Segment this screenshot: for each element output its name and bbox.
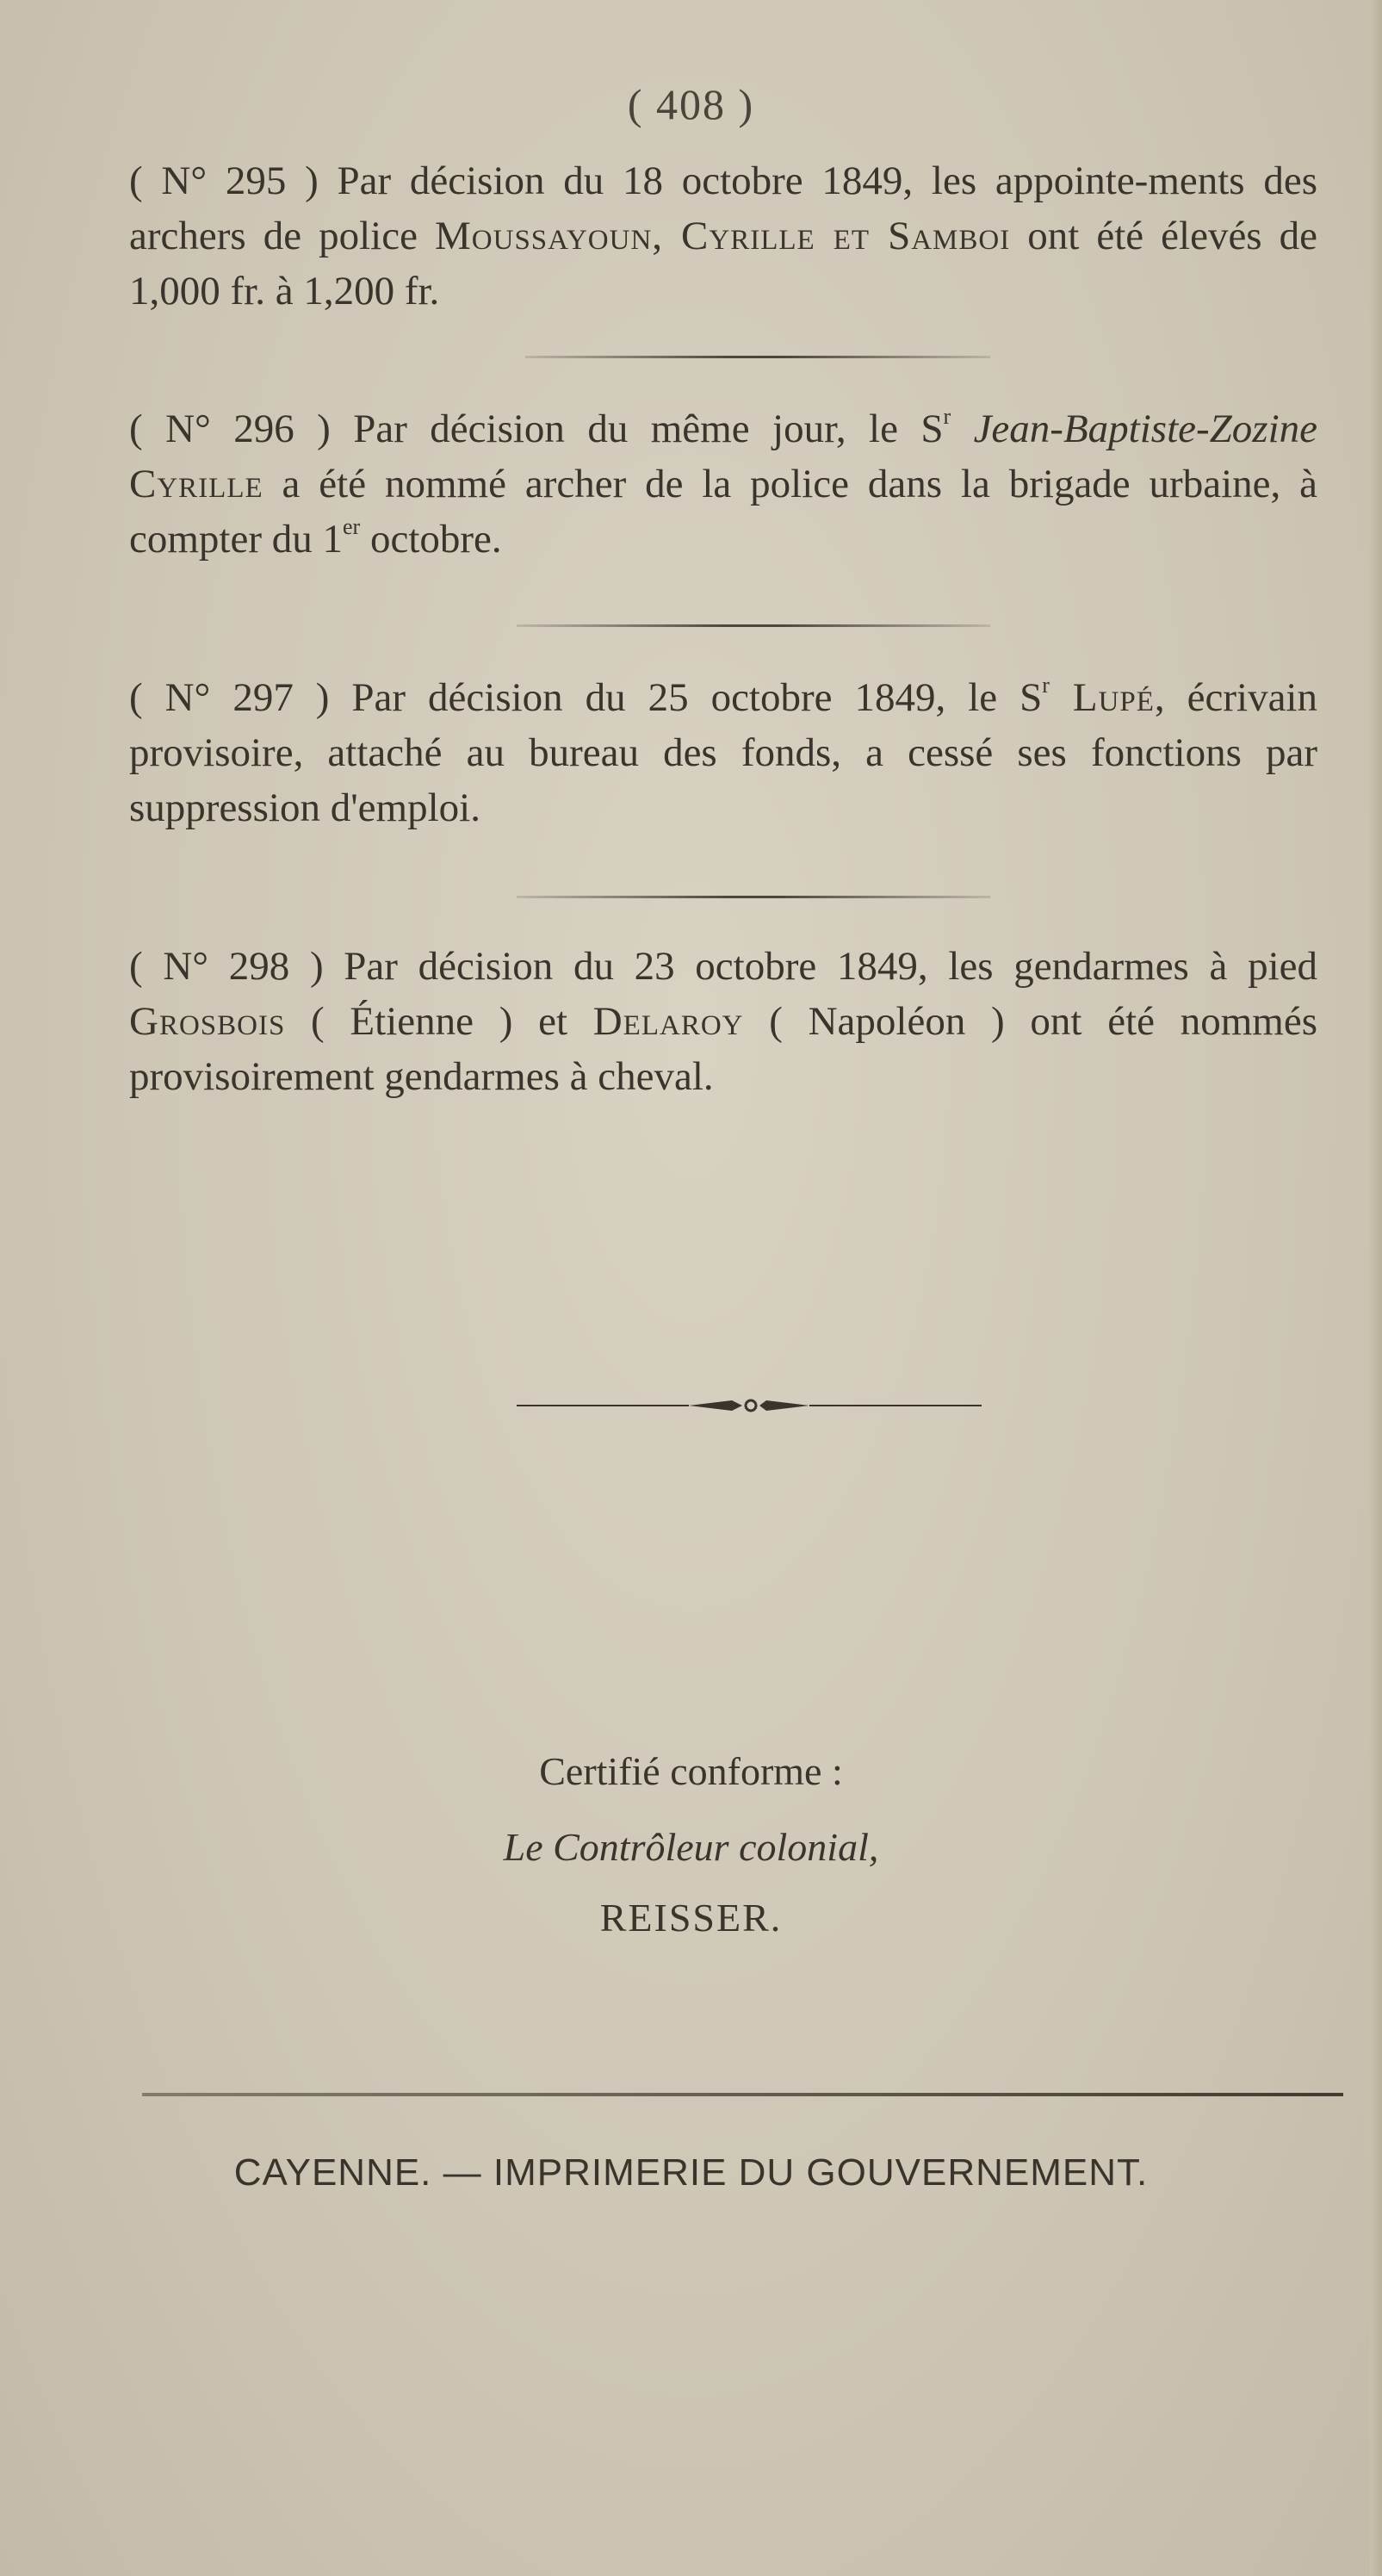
footer-rule xyxy=(142,2093,1343,2096)
entry-296-sup: r xyxy=(943,404,951,430)
entry-297-suffix: , écrivain provisoire, attaché au bureau des fonds, a cessé ses fonctions par suppression d'emploi. xyxy=(129,675,1317,830)
printer-imprint: CAYENNE. — IMPRIMERIE DU GOUVERNEMENT. xyxy=(233,2151,1149,2194)
certification-statement: Certifié conforme : xyxy=(539,1749,843,1793)
entry-297-sup: r xyxy=(1042,673,1050,698)
entry-298 xyxy=(129,939,1317,1104)
entry-295 xyxy=(129,153,1317,319)
entry-297 xyxy=(129,670,1317,835)
separator-rule-1 xyxy=(525,356,990,358)
entry-296-italic: Jean-Baptiste-Zozine xyxy=(951,407,1317,451)
entry-297-text: ( N° 297 ) Par décision du 25 octobre 1849, le S xyxy=(129,675,1043,720)
entry-298-names2: Delaroy xyxy=(592,999,744,1044)
separator-rule-3 xyxy=(517,896,990,898)
entry-296-names: Cyrille xyxy=(129,462,263,506)
entry-296-suffix: a été nommé archer de la police dans la brigade urbaine, à compter du 1 xyxy=(129,462,1317,562)
ornament-divider xyxy=(517,1397,982,1414)
entry-298-text: ( N° 298 ) Par décision du 23 octobre 1849, les gendarmes à pied xyxy=(129,944,1317,989)
entry-296-suffix2: octobre. xyxy=(360,517,502,562)
controller-signature: REISSER. xyxy=(599,1896,783,1940)
entry-296-sup2: er xyxy=(343,514,361,540)
controller-title: Le Contrôleur colonial, xyxy=(503,1825,879,1869)
entry-296-text: ( N° 296 ) Par décision du même jour, le S xyxy=(129,407,944,451)
separator-rule-2 xyxy=(517,624,990,627)
entry-295-suffix: ont été élevés de 1,000 fr. à 1,200 fr. xyxy=(129,214,1317,313)
entry-295-text: ( N° 295 ) Par décision du 18 octobre 1849, les appointe-ments des archers de police xyxy=(129,158,1317,258)
entry-297-names: Lupé xyxy=(1049,675,1155,720)
entry-296 xyxy=(129,401,1317,567)
entry-298-names: Grosbois xyxy=(129,999,286,1044)
entry-298-middle: ( Étienne ) et xyxy=(285,999,593,1044)
entry-295-names: Moussayoun, Cyrille et Samboi xyxy=(434,214,1011,258)
entry-298-suffix: ( Napoléon ) ont été nommés provisoirement gendarmes à cheval. xyxy=(129,999,1317,1099)
page-number: ( 408 ) xyxy=(627,80,755,128)
